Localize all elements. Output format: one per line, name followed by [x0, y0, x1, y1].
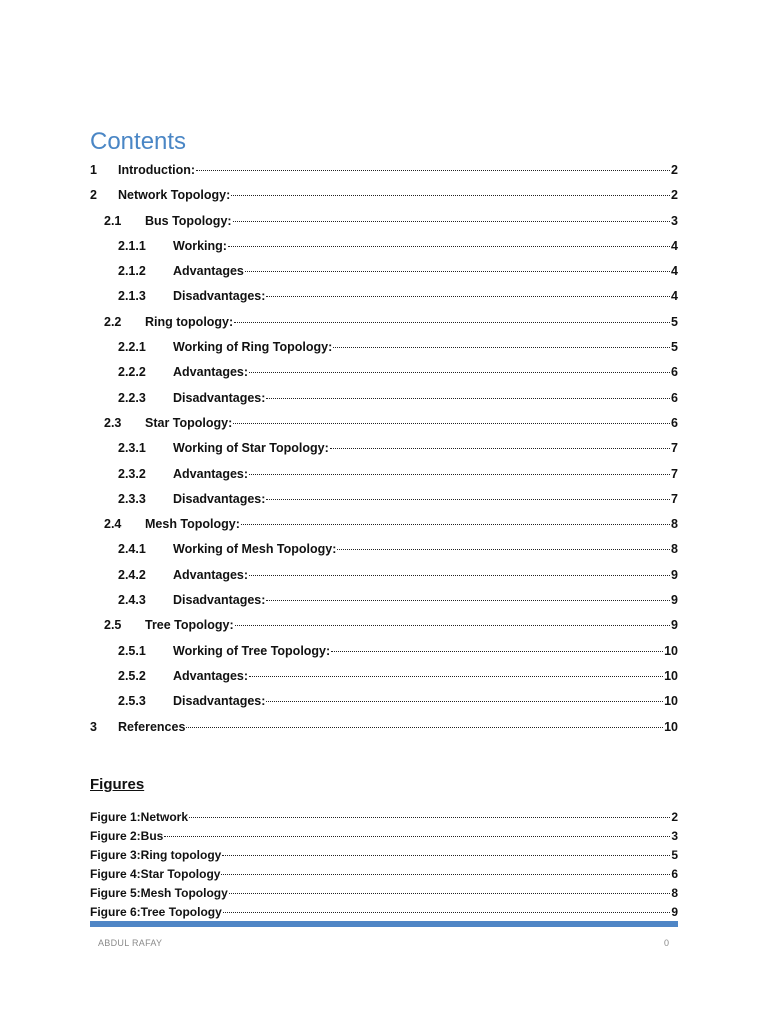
toc-entry[interactable]	[90, 436, 678, 461]
toc-number: 2.4	[104, 517, 122, 532]
toc-page-number: 9	[671, 618, 678, 633]
toc-leader	[249, 676, 663, 677]
toc-number: 2.1	[104, 213, 122, 228]
toc-label: Advantages:	[173, 466, 249, 481]
toc-number: 2.4.1	[118, 542, 146, 557]
toc-label: Advantages:	[173, 567, 249, 582]
toc-label: Mesh Topology:	[145, 517, 240, 532]
figure-page-number: 9	[671, 905, 678, 919]
toc-entry[interactable]	[90, 310, 678, 335]
toc-leader	[337, 549, 670, 550]
figure-entry[interactable]	[90, 884, 678, 903]
toc-number: 1	[90, 163, 97, 177]
toc-leader	[249, 474, 670, 475]
toc-label: Advantages:	[173, 668, 249, 683]
toc-leader	[228, 246, 670, 247]
toc-leader	[245, 271, 670, 272]
toc-page-number: 7	[671, 441, 678, 456]
toc-entry[interactable]	[90, 537, 678, 562]
toc-label: Disadvantages:	[173, 694, 266, 709]
toc-leader	[235, 625, 670, 626]
toc-label: Working of Star Topology:	[173, 441, 329, 456]
toc-entry[interactable]	[90, 284, 678, 309]
figure-label: Figure 4:Star Topology	[90, 867, 221, 881]
toc-label: Ring topology:	[145, 314, 234, 329]
toc-page-number: 10	[664, 643, 678, 658]
toc-page-number: 10	[664, 719, 678, 734]
table-of-contents	[90, 158, 678, 740]
figure-leader	[223, 912, 671, 913]
toc-leader	[266, 398, 670, 399]
toc-page-number: 9	[671, 593, 678, 608]
figure-entry[interactable]	[90, 865, 678, 884]
toc-number: 2.5.1	[118, 643, 146, 658]
figure-leader	[164, 836, 670, 837]
figure-page-number: 5	[671, 848, 678, 862]
toc-label: Disadvantages:	[173, 593, 266, 608]
toc-page-number: 10	[664, 668, 678, 683]
toc-page-number: 9	[671, 567, 678, 582]
toc-number: 2.3	[104, 415, 122, 430]
footer-rule	[90, 921, 678, 927]
toc-page-number: 5	[671, 340, 678, 355]
figure-label: Figure 5:Mesh Topology	[90, 886, 228, 900]
toc-label: Disadvantages:	[173, 390, 266, 405]
toc-number: 2.4.3	[118, 593, 146, 608]
toc-page-number: 2	[671, 188, 678, 203]
toc-page-number: 6	[671, 415, 678, 430]
figure-entry[interactable]	[90, 827, 678, 846]
toc-label: Working of Ring Topology:	[173, 340, 333, 355]
toc-label: Advantages:	[173, 365, 249, 380]
figure-entry[interactable]	[90, 846, 678, 865]
toc-leader	[234, 322, 670, 323]
toc-page-number: 7	[671, 466, 678, 481]
toc-page-number: 5	[671, 314, 678, 329]
toc-number: 2.1.3	[118, 289, 146, 304]
toc-label: Advantages	[173, 264, 244, 279]
toc-page-number: 4	[671, 264, 678, 279]
figure-label: Figure 3:Ring topology	[90, 848, 222, 862]
toc-number: 2.3.3	[118, 491, 146, 506]
toc-label: Working:	[173, 238, 227, 253]
toc-number: 2.5.2	[118, 668, 146, 683]
toc-leader	[241, 524, 670, 525]
toc-entry[interactable]	[90, 563, 678, 588]
toc-entry[interactable]	[90, 512, 678, 537]
contents-heading: Contents	[90, 128, 187, 155]
toc-page-number: 4	[671, 238, 678, 253]
toc-number: 2.2.3	[118, 390, 146, 405]
toc-entry[interactable]	[90, 259, 678, 284]
toc-entry[interactable]	[90, 588, 678, 613]
toc-entry[interactable]	[90, 234, 678, 259]
toc-entry[interactable]	[90, 183, 678, 208]
figure-page-number: 8	[671, 886, 678, 900]
toc-entry[interactable]	[90, 386, 678, 411]
footer-page-number: 0	[664, 938, 670, 948]
toc-leader	[231, 195, 670, 196]
toc-leader	[266, 296, 670, 297]
figure-label: Figure 6:Tree Topology	[90, 905, 222, 919]
toc-number: 2.2.2	[118, 365, 146, 380]
toc-page-number: 6	[671, 365, 678, 380]
toc-number: 3	[90, 719, 97, 734]
figure-leader	[222, 855, 670, 856]
toc-number: 2.2.1	[118, 340, 146, 355]
toc-entry[interactable]	[90, 335, 678, 360]
toc-leader	[186, 727, 663, 728]
toc-number: 2.1.2	[118, 264, 146, 279]
toc-number: 2.2	[104, 314, 122, 329]
toc-leader	[196, 170, 670, 171]
figure-entry[interactable]	[90, 903, 678, 922]
toc-entry[interactable]	[90, 715, 678, 740]
toc-page-number: 3	[671, 213, 678, 228]
toc-leader	[233, 221, 670, 222]
toc-leader	[249, 372, 670, 373]
table-of-figures	[90, 808, 678, 922]
toc-entry[interactable]	[90, 360, 678, 385]
figure-leader	[229, 893, 671, 894]
toc-number: 2.3.2	[118, 466, 146, 481]
toc-number: 2.3.1	[118, 441, 146, 456]
toc-label: References	[118, 719, 186, 734]
toc-number: 2	[90, 188, 97, 203]
figure-page-number: 6	[671, 867, 678, 881]
toc-label: Working of Mesh Topology:	[173, 542, 337, 557]
toc-label: Working of Tree Topology:	[173, 643, 331, 658]
toc-entry[interactable]	[90, 462, 678, 487]
toc-page-number: 7	[671, 491, 678, 506]
figure-page-number: 2	[671, 810, 678, 824]
toc-entry[interactable]	[90, 664, 678, 689]
toc-label: Network Topology:	[118, 188, 231, 203]
toc-entry[interactable]	[90, 411, 678, 436]
toc-entry[interactable]	[90, 689, 678, 714]
toc-label: Tree Topology:	[145, 618, 234, 633]
toc-page-number: 8	[671, 517, 678, 532]
toc-number: 2.5.3	[118, 694, 146, 709]
figure-label: Figure 2:Bus	[90, 829, 164, 843]
toc-page-number: 10	[664, 694, 678, 709]
toc-label: Introduction:	[118, 163, 196, 177]
figure-page-number: 3	[671, 829, 678, 843]
figure-label: Figure 1:Network	[90, 810, 189, 824]
toc-leader	[333, 347, 670, 348]
figure-leader	[221, 874, 670, 875]
toc-leader	[331, 651, 663, 652]
figures-heading: Figures	[90, 776, 145, 793]
toc-page-number: 2	[671, 163, 678, 177]
toc-leader	[266, 600, 670, 601]
footer-author: ABDUL RAFAY	[98, 938, 163, 948]
toc-page-number: 4	[671, 289, 678, 304]
toc-leader	[330, 448, 670, 449]
toc-number: 2.1.1	[118, 238, 146, 253]
toc-entry[interactable]	[90, 158, 678, 183]
toc-number: 2.5	[104, 618, 122, 633]
toc-entry[interactable]	[90, 209, 678, 234]
toc-entry[interactable]	[90, 639, 678, 664]
toc-number: 2.4.2	[118, 567, 146, 582]
toc-leader	[233, 423, 670, 424]
toc-entry[interactable]	[90, 613, 678, 638]
toc-leader	[266, 499, 670, 500]
toc-label: Disadvantages:	[173, 289, 266, 304]
toc-entry[interactable]	[90, 487, 678, 512]
toc-label: Bus Topology:	[145, 213, 232, 228]
figure-leader	[189, 817, 670, 818]
toc-label: Disadvantages:	[173, 491, 266, 506]
toc-page-number: 6	[671, 390, 678, 405]
toc-leader	[249, 575, 670, 576]
figure-entry[interactable]	[90, 808, 678, 827]
toc-leader	[266, 701, 663, 702]
toc-page-number: 8	[671, 542, 678, 557]
toc-label: Star Topology:	[145, 415, 233, 430]
